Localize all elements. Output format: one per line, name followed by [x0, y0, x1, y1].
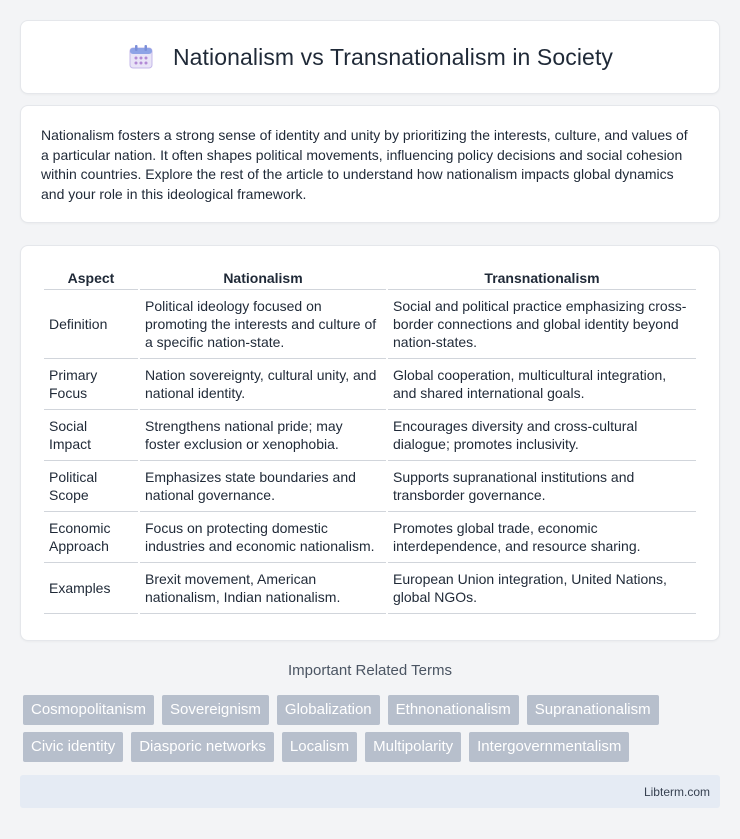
- table-row: [44, 290, 696, 359]
- table-row: [44, 359, 696, 410]
- page-title: Nationalism vs Transnationalism in Society: [172, 43, 614, 70]
- tag-diasporic-networks[interactable]: Diasporic networks: [131, 732, 274, 762]
- tag-localism[interactable]: Localism: [282, 732, 357, 762]
- nationalism-cell: Strengthens national pride; may foster exclusion or xenophobia.: [140, 410, 386, 461]
- transnationalism-cell: Global cooperation, multicultural integration, and shared international goals.: [388, 359, 696, 410]
- transnationalism-cell: Encourages diversity and cross-cultural dialogue; promotes inclusivity.: [388, 410, 696, 461]
- transnationalism-cell: European Union integration, United Nations, global NGOs.: [388, 563, 696, 614]
- tag-multipolarity[interactable]: Multipolarity: [365, 732, 461, 762]
- comparison-table: [42, 266, 698, 614]
- footer: [20, 775, 720, 808]
- nationalism-cell: Brexit movement, American nationalism, Indian nationalism.: [140, 563, 386, 614]
- tag-cosmopolitanism[interactable]: Cosmopolitanism: [23, 695, 154, 725]
- calendar-icon: [127, 43, 155, 71]
- footer-site-link[interactable]: Libterm.com: [643, 784, 710, 799]
- header-card: [20, 20, 720, 94]
- nationalism-cell: Political ideology focused on promoting the interests and culture of a specific nation-state.: [140, 290, 386, 359]
- table-row: [44, 512, 696, 563]
- header-nationalism: Nationalism: [140, 266, 386, 290]
- transnationalism-cell: Social and political practice emphasizing cross-border connections and global identity beyond nation-states.: [388, 290, 696, 359]
- nationalism-cell: Focus on protecting domestic industries and economic nationalism.: [140, 512, 386, 563]
- transnationalism-cell: Supports supranational institutions and transborder governance.: [388, 461, 696, 512]
- header: [127, 43, 613, 71]
- aspect-cell: Definition: [44, 290, 138, 359]
- table-row: [44, 461, 696, 512]
- aspect-cell: Social Impact: [44, 410, 138, 461]
- nationalism-cell: Nation sovereignty, cultural unity, and national identity.: [140, 359, 386, 410]
- table-row: [44, 410, 696, 461]
- header-transnationalism: Transnationalism: [388, 266, 696, 290]
- intro-text: Nationalism fosters a strong sense of identity and unity by prioritizing the interests, culture, and values of a particular nation. It often shapes political movements, influencing policy decisions and social cohesion within countries. Explore the rest of the article to understand how nationalism impacts global dynamics and your role in this ideological framework.: [41, 127, 688, 202]
- tag-supranationalism[interactable]: Supranationalism: [527, 695, 659, 725]
- transnationalism-cell: Promotes global trade, economic interdependence, and resource sharing.: [388, 512, 696, 563]
- nationalism-cell: Emphasizes state boundaries and national governance.: [140, 461, 386, 512]
- tag-row: [23, 695, 723, 725]
- related-terms: [23, 695, 723, 769]
- aspect-cell: Examples: [44, 563, 138, 614]
- aspect-cell: Economic Approach: [44, 512, 138, 563]
- comparison-table-card: [20, 245, 720, 641]
- table-row: [44, 563, 696, 614]
- tag-ethnonationalism[interactable]: Ethnonationalism: [388, 695, 519, 725]
- intro-card: [20, 105, 720, 223]
- tag-civic-identity[interactable]: Civic identity: [23, 732, 123, 762]
- tag-row: [23, 732, 723, 762]
- tag-globalization[interactable]: Globalization: [277, 695, 380, 725]
- related-terms-title: Important Related Terms: [288, 662, 452, 679]
- aspect-cell: Political Scope: [44, 461, 138, 512]
- aspect-cell: Primary Focus: [44, 359, 138, 410]
- header-aspect: Aspect: [44, 266, 138, 290]
- tag-sovereignism[interactable]: Sovereignism: [162, 695, 269, 725]
- table-header-row: [44, 266, 696, 290]
- tag-intergovernmentalism[interactable]: Intergovernmentalism: [469, 732, 629, 762]
